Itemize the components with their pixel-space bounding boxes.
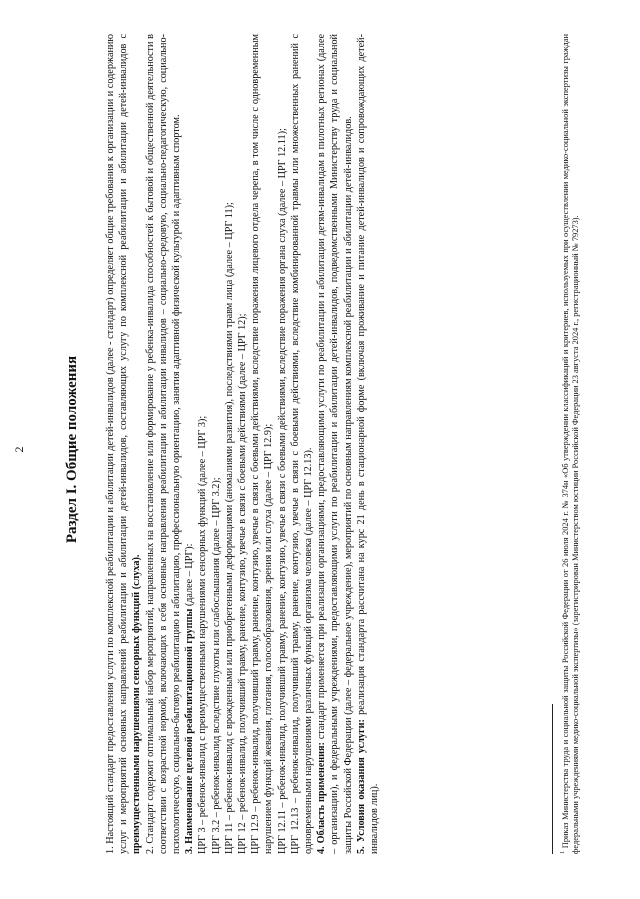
paragraph-1: 1. Настоящий стандарт предоставления услуги по комплексной реабилитации и абилитации детей-инвалидов (далее - стандарт) определяет общие требования к организации и содержанию услуг и мероприятий основных направлений реабилитации и абилитации детей-инвалидов, составляющих услугу по комплексной реабилитации и абилитации детей-инвалидов с преимущественными нарушениями сенсорных функций (слуха). [105,34,143,854]
crg-item: ЦРГ 12 – ребенок-инвалид, получивший травму, ранение, контузию, увечье в связи с боевыми действиями (далее – ЦРГ 12); [237,313,249,854]
page-number: 2 [12,446,26,453]
paragraph-3: 3. Наименование целевой реабилитационной группы (далее – ЦРГ): [184,543,196,854]
crg-item: ЦРГ 12.9 – ребенок-инвалид, получивший травму, ранение, контузию, увечье в связи с боевыми действиями, вследствие поражения лицевого отдела черепа, в том числе с одновременным нарушением функций жевания, глотания, голосообразования, зрения или слуха (далее – ЦРГ 12.9); [250,34,275,854]
footnote-divider [552,704,553,854]
crg-item: ЦРГ 12.13 – ребенок-инвалид, получивший травму, ранение, контузию, увечье в связи с боевыми действиями, вследствие комбинированной травмы или множественных ранений с одновременными нарушениями различных функций организма человека (далее – ЦРГ 12.13). [289,34,315,854]
paragraph-2: 2. Стандарт содержит оптимальный набор мероприятий, направленных на восстановление или формирование у ребенка-инвалида способностей к бытовой и общественной деятельности в соответствии с возрастной нормой, включающих в себя основные направления реабилитации и абилитации инвалидов – социально-средовую, социально-педагогическую, социально-психологическую, социально-бытовую реабилитацию и абилитацию, профессиональную ориентацию, занятия адаптивной физической культурой и адаптивным спортом. [144,34,183,854]
paragraph-4: 4. Область применения: стандарт применяется при реализации организациями, предоставляющими услуги по реабилитации и абилитации детям-инвалидам в пилотных регионах (далее – организации), и федеральными учреждениями, предоставляющими услуги по реабилитации и абилитации детей-инвалидов, подведомственными Министерству труда и социальной защиты Российской Федерации (далее – федеральное учреждение), мероприятий по основным направлениям комплексной реабилитации и абилитации детей-инвалидов. [316,33,354,854]
body-text [104,34,381,854]
footnote [558,34,582,854]
crg-item: ЦРГ 3 – ребенок-инвалид с преимущественными нарушениями сенсорных функций (далее – ЦРГ 3); [197,415,209,854]
crg-item: ЦРГ 12.11 – ребенок-инвалид, получивший травму, ранение, контузию, увечье в связи с боевыми действиями, вследствие поражения органа слуха (далее – ЦРГ 12.11); [276,128,288,854]
footnote-text: Приказ Министерства труда и социальной защиты Российской Федерации от 26 июля 2024 г. № 374н «Об утверждении классификаций и критериев, используемых при осуществлении медико-социальной экспертизы граждан федеральными учреждениями медико-социальной экспертизы» (зарегистрирован Министерством юстиции Российской Федерации 23 августа 2024 г., регистрационный № 79273). [560,34,581,854]
crg-item: ЦРГ 11 – ребенок-инвалид с врожденными или приобретенными деформациями (аномалиями развития), последствиями травм лица (далее – ЦРГ 11); [223,202,235,854]
paragraph-5: 5. Условия оказания услуги: реализация стандарта рассчитана на курс 21 день в стационарной форме (включая проживание и питание детей-инвалидов и сопровождающих детей-инвалидов лиц). [355,34,381,854]
footnote-mark: 1 [559,850,566,854]
section-title: Раздел I. Общие положения [64,355,80,544]
crg-item: ЦРГ 3.2 – ребенок-инвалид вследствие глухоты или слабослышания (далее – ЦРГ 3.2); [210,477,222,854]
